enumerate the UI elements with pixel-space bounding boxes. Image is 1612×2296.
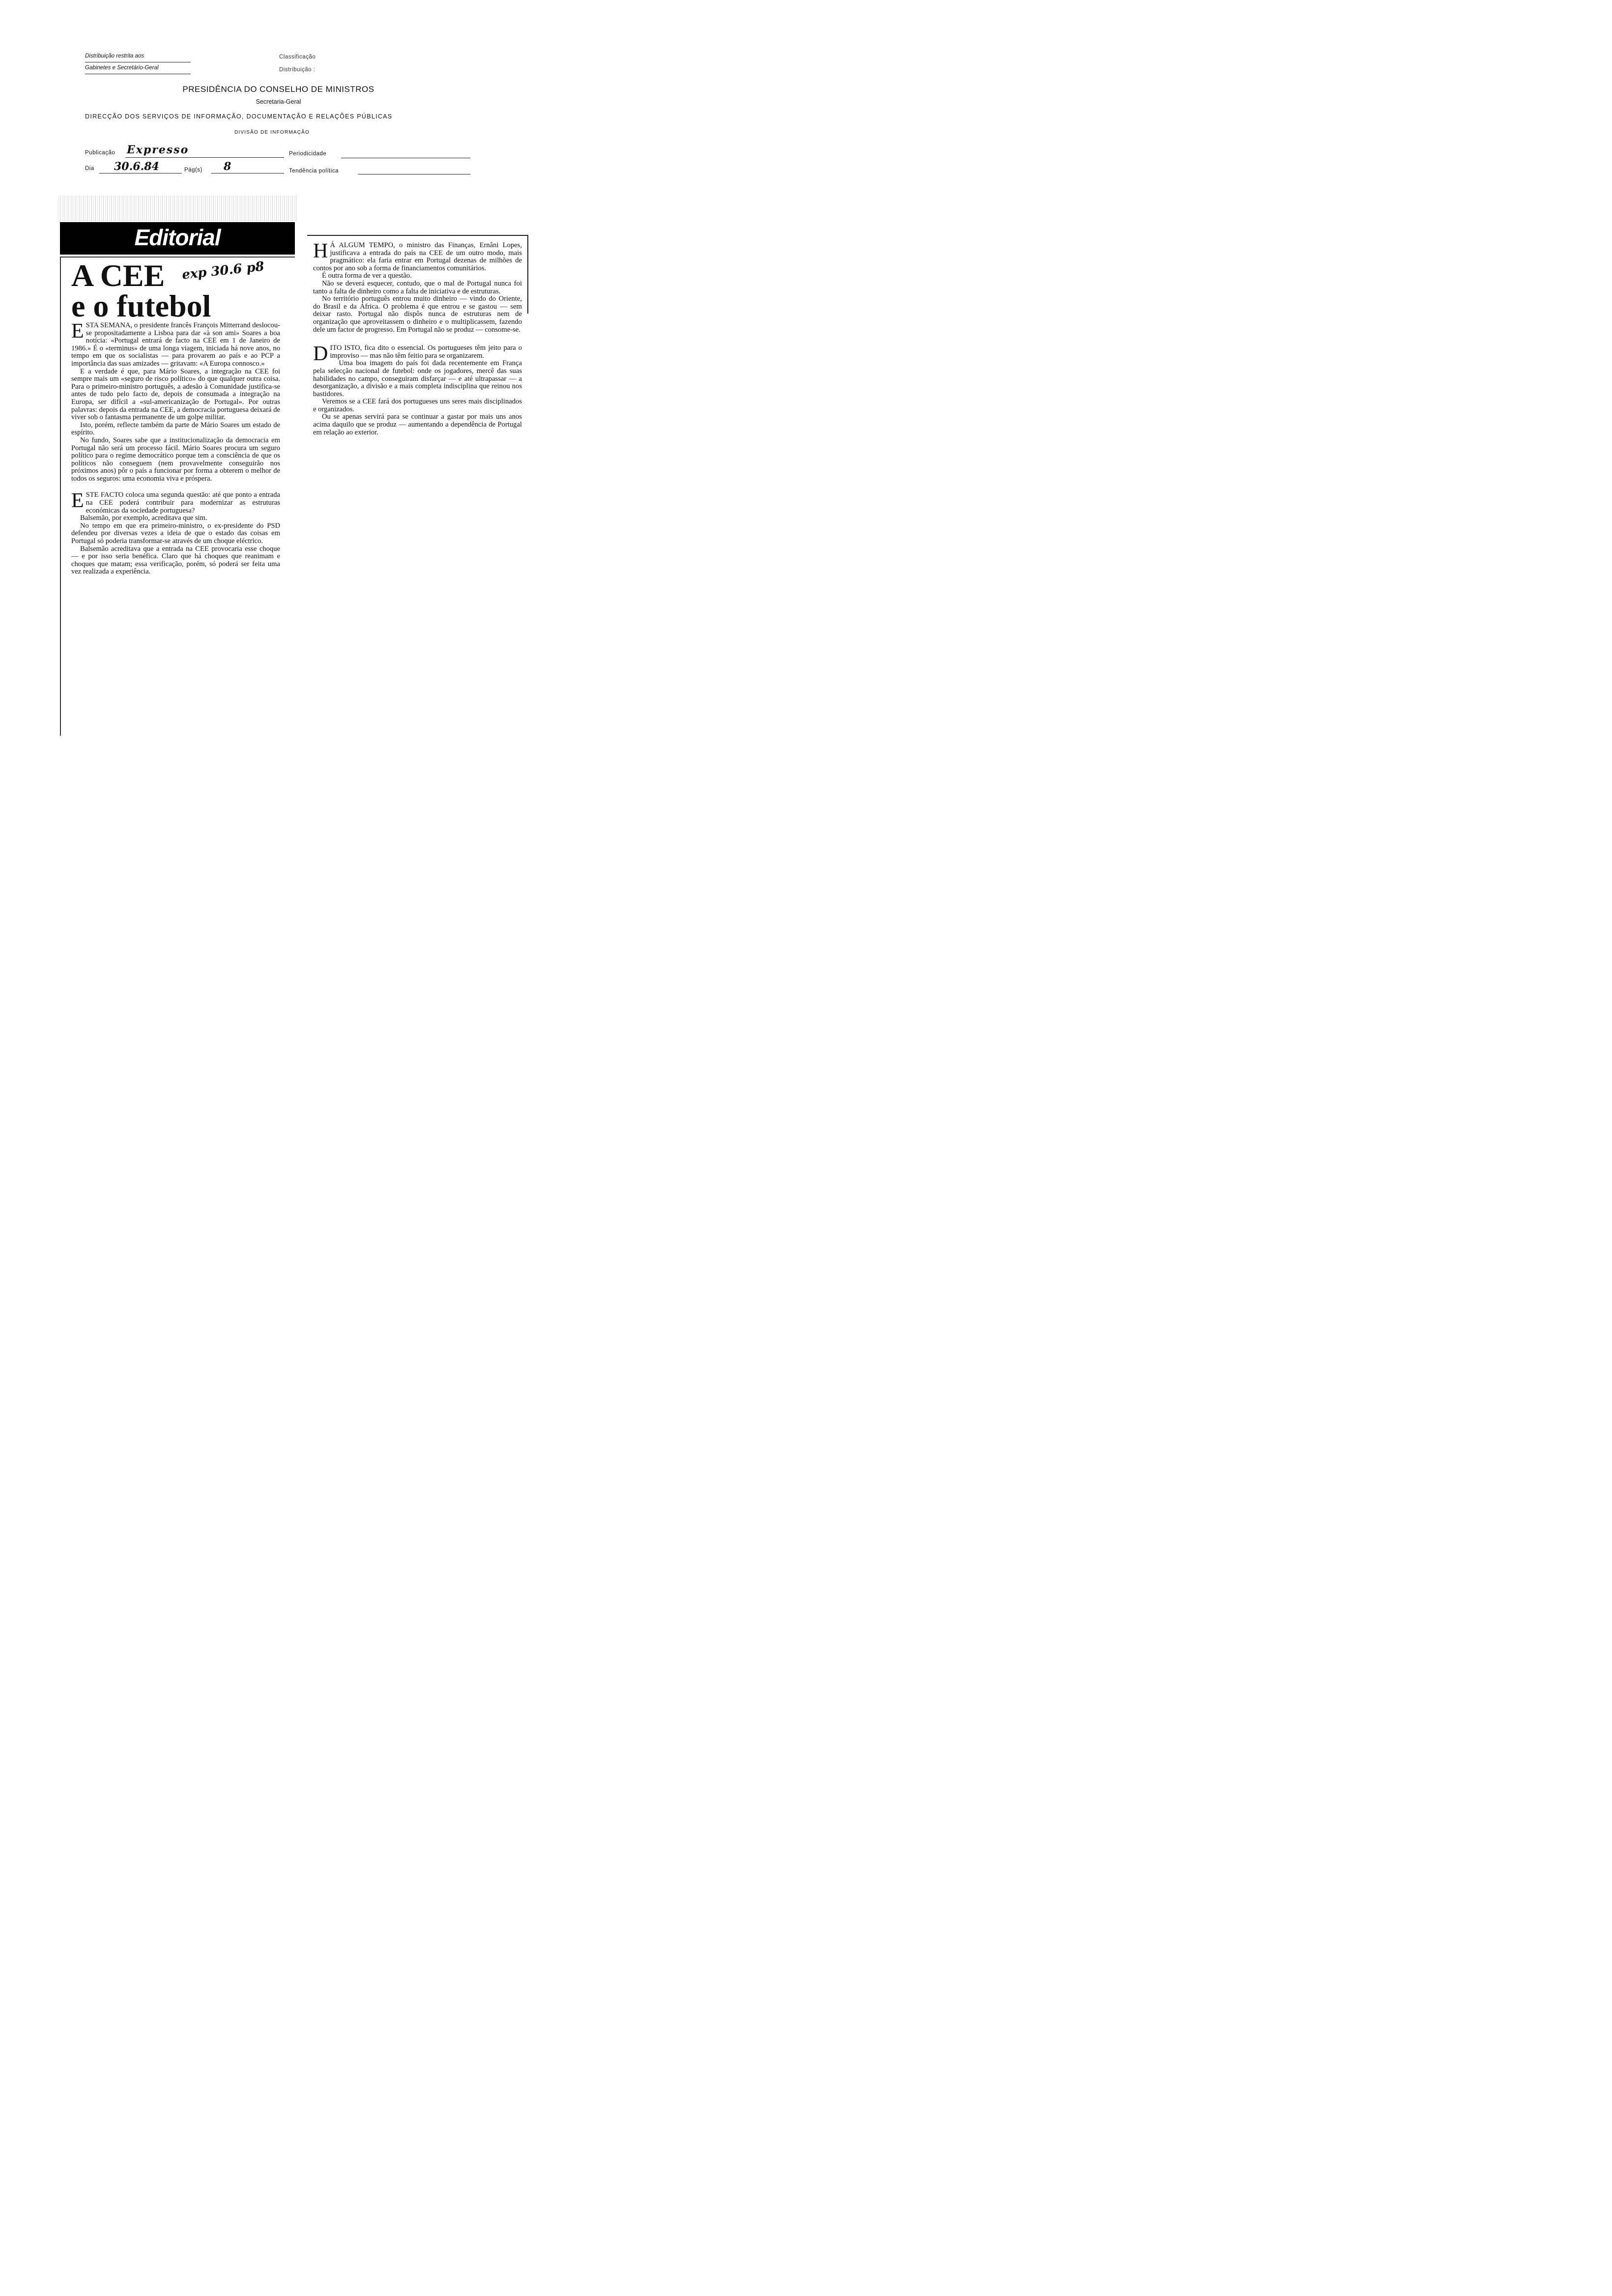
left-column [71,322,280,576]
paragraph: Balsemão, por exemplo, acreditava que sim. [80,514,207,522]
scan-noise-strip [57,196,296,221]
directorate-line: DIRECÇÃO DOS SERVIÇOS DE INFORMAÇÃO, DOCUMENTAÇÃO E RELAÇÕES PÚBLICAS [85,113,393,120]
drop-cap: D [313,343,328,366]
page-label: Pág(s) [184,167,202,173]
editorial-banner [60,222,295,255]
distribution-label: Distribuição : [279,67,316,73]
day-label: Dia [85,166,94,172]
paragraph: É outra forma de ver a questão. [322,272,412,280]
left-column-top-rule [60,257,295,258]
paragraph: H Á ALGUM TEMPO, o ministro das Finanças, Ernâni Lopes, justificava a entrada do país na CEE de um outro modo, mais pragmático: ela faria entrar em Portugal dezenas de milhões de contos por ano sob a forma de financiamentos comunitários. [313,240,522,272]
article-title-line2: e o futebol [71,288,211,323]
tendency-label: Tendência política [289,168,339,174]
org-subtitle: Secretaria-Geral [256,98,301,105]
paragraph: E a verdade é que, para Mário Soares, a integração na CEE foi sempre mais um «seguro de risco político» do que qualquer outra coisa. Para o primeiro-ministro português, a adesão à Comunidade justifica-se antes de tudo pelo facto de, depois de consumada a integração na Europa, ser difícil a «sul-americanização de Portugal». Por outras palavras: depois da entrada na CEE, a democracia portuguesa deixará de viver sob o fantasma permanente de um golpe militar. [71,367,280,422]
paragraph: No fundo, Soares sabe que a institucionalização da democracia em Portugal não será um processo fácil. Mário Soares procura um seguro político para o regime democrático porque tem a consciência de que os políticos não conseguem (nem provavelmente conseguirão nos próximos anos) pôr o país a funcionar por forma a obterem o melhor de todos os seguros: uma economia viva e próspera. [71,436,280,483]
article-title-line1: A CEE [71,258,165,293]
handwritten-annotation: exp 30.6 p8 [181,259,265,283]
day-handwritten: 30.6.84 [114,160,159,173]
right-box-side-rule [527,235,528,314]
paragraph: Uma boa imagem do país foi dada recentemente em França pela selecção nacional de futebol: onde os jogadores, mercê das suas habilidades no campo, conseguiram disfarçar — e até ultrapassar — a desorganização, a divisão e a mais completa indisciplina que reinou nos bastidores. [313,359,522,398]
drop-cap: E [71,489,84,513]
distribution-restricted-label: Distribuição restrita aos [85,53,144,59]
paragraph: Isto, porém, reflecte também da parte de Mário Soares um estado de espírito. [71,421,280,437]
classification-label: Classificação [279,54,316,60]
left-column-rule [60,257,61,736]
division-line: DIVISÃO DE INFORMAÇÃO [234,130,310,135]
paragraph: No tempo em que era primeiro-ministro, o ex-presidente do PSD defendeu por diversas vezes a ideia de que o estado das coisas em Portugal só poderia transformar-se através de um choque eléctrico. [71,521,280,545]
drop-cap: H [313,240,328,262]
paragraph: Balsemão acreditava que a entrada na CEE provocaria esse choque — e por isso seria benéfica. Claro que há choques que reanimam e choques que matam; essa verificação, porém, só poderá ser feita uma vez realizada a experiência. [71,545,280,576]
distribution-offices-label: Gabinetes e Secretário-Geral [85,65,159,71]
paragraph: Ou se apenas servirá para se continuar a gastar por mais uns anos acima daquilo que se produz — aumentando a dependência de Portugal em relação ao exterior. [313,413,522,436]
paragraph: ESTE FACTO coloca uma segunda questão: até que ponto a entrada na CEE poderá contribuir para modernizar as estruturas económicas da sociedade portuguesa? [71,489,280,515]
org-title: PRESIDÊNCIA DO CONSELHO DE MINISTROS [182,85,374,94]
paragraph: Não se deverá esquecer, contudo, que o mal de Portugal nunca foi tanto a falta de dinheiro como a falta de iniciativa e de estruturas. [313,279,522,295]
right-box-top-rule [307,235,528,236]
paragraph: No território português entrou muito dinheiro — vindo do Oriente, do Brasil e da África. O problema é que entrou e se gastou — sem deixar rasto. Portugal não dispôs nunca de estruturas nem de organização que aproveitassem o dinheiro e o multiplicassem, fazendo dele um factor de progresso. Em Portugal não se produz — consome-se. [313,295,522,334]
publication-field-line [125,157,284,158]
paragraph: DITO ISTO, fica dito o essencial. Os portugueses têm jeito para o improviso — mas não têm feitio para se organizarem. [313,343,522,366]
periodicity-label: Periodicidade [289,151,327,157]
drop-cap: E [71,320,84,343]
publication-label: Publicação [85,150,115,156]
editorial-heading: Editorial [134,225,221,250]
page-handwritten: 8 [224,160,231,173]
publication-handwritten: Expresso [127,144,189,156]
paragraph: ESTA SEMANA, o presidente francês François Mitterrand deslocou-se propositadamente a Lisboa para dar «à son ami» Soares a boa notícia: «Portugal entrará de facto na CEE em 1 de Janeiro de 1986.» É o «terminus» de uma longa viagem, iniciada há nove anos, no tempo em que os socialistas — para provarem ao país e ao PCP a importância das suas amizades — gritavam: «A Europa connosco.» [71,320,280,368]
paragraph: Veremos se a CEE fará dos portugueses uns seres mais disciplinados e organizados. [313,398,522,413]
right-column [313,242,522,436]
